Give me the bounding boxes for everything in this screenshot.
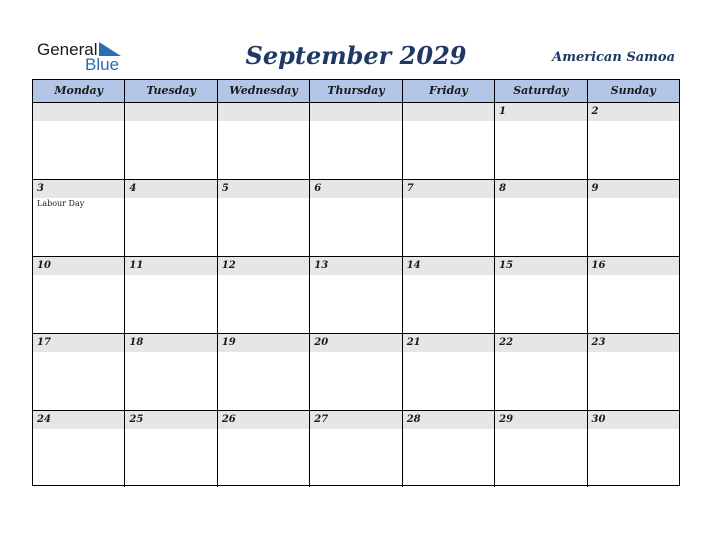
day-number-band [310,257,401,275]
day-number: 5 [221,183,229,194]
day-number: 10 [37,260,51,271]
day-cell[interactable] [33,411,125,487]
day-cell[interactable] [403,180,495,256]
day-cell[interactable] [588,257,679,333]
holiday-label: Labour Day [37,199,85,208]
weekday-wednesday: Wednesday [218,80,310,102]
day-number-band [588,103,679,121]
day-cell[interactable] [310,257,402,333]
day-cell[interactable] [403,411,495,487]
day-cell[interactable] [588,411,679,487]
calendar-grid [32,79,680,486]
day-number: 13 [314,260,329,271]
day-number-band [403,411,494,429]
day-number: 22 [499,337,514,348]
day-cell[interactable] [588,334,679,410]
day-number-band [495,180,586,198]
day-number: 12 [221,260,236,271]
region-label: American Samoa [552,50,675,65]
week-row [33,180,679,257]
weekday-thursday: Thursday [310,80,402,102]
day-number-band [125,334,216,352]
day-cell[interactable] [125,257,217,333]
calendar-title: September 2029 [245,41,467,70]
day-number: 27 [314,414,329,425]
day-number: 6 [314,183,322,194]
day-number-band [218,334,309,352]
day-number: 1 [499,106,507,117]
logo-text-general: General [37,40,98,59]
day-cell[interactable] [495,334,587,410]
day-cell[interactable] [403,334,495,410]
day-number: 16 [591,260,606,271]
day-number-band [218,103,309,121]
day-number-band [588,257,679,275]
day-cell[interactable] [588,180,679,256]
week-row [33,334,679,411]
day-number: 30 [591,414,606,425]
day-number: 11 [129,260,144,271]
day-number: 2 [591,106,599,117]
day-number-band [310,411,401,429]
day-number-band [495,334,586,352]
day-number-band [403,103,494,121]
day-number-band [218,180,309,198]
day-number: 20 [314,337,329,348]
day-number: 9 [591,183,599,194]
day-cell[interactable] [125,180,217,256]
general-blue-logo [37,40,137,74]
day-number: 3 [37,183,44,194]
day-number: 25 [129,414,144,425]
day-cell[interactable] [218,257,310,333]
day-cell[interactable] [495,411,587,487]
day-number-band [495,411,586,429]
weekday-sunday: Sunday [610,84,656,97]
day-cell[interactable] [588,103,679,179]
day-number-band [588,180,679,198]
day-number: 8 [499,183,507,194]
day-cell[interactable] [403,257,495,333]
day-number-band [125,411,216,429]
day-cell[interactable] [310,180,402,256]
day-number: 15 [499,260,514,271]
day-number-band [218,411,309,429]
day-cell[interactable] [495,257,587,333]
day-cell[interactable] [218,334,310,410]
day-cell[interactable] [33,334,125,410]
weekday-monday: Monday [33,80,125,102]
day-cell[interactable] [310,411,402,487]
day-number-band [33,180,124,198]
day-number: 17 [37,337,51,348]
weekday-header-row [33,80,679,103]
week-row [33,257,679,334]
day-number: 14 [406,260,421,271]
day-cell[interactable] [125,334,217,410]
day-number-band [125,257,216,275]
day-number-band [495,257,586,275]
day-number-band [33,257,124,275]
day-number: 4 [129,183,137,194]
day-cell[interactable] [33,180,125,256]
logo-triangle-icon [99,42,121,56]
day-cell[interactable] [33,257,125,333]
day-number-band [403,334,494,352]
day-cell[interactable] [218,180,310,256]
day-number-band [125,103,216,121]
day-cell[interactable] [125,103,217,179]
weekday-friday: Friday [403,80,495,102]
day-cell[interactable] [310,334,402,410]
day-cell[interactable] [310,103,402,179]
day-number-band [403,180,494,198]
day-cell[interactable] [218,103,310,179]
day-cell[interactable] [33,103,125,179]
day-cell[interactable] [495,103,587,179]
day-cell[interactable] [403,103,495,179]
day-number-band [33,411,124,429]
week-row [33,103,679,180]
day-number: 23 [591,337,606,348]
day-number: 7 [406,183,414,194]
logo-text-blue: Blue [85,55,120,74]
week-row [33,411,679,487]
day-cell[interactable] [125,411,217,487]
day-number: 21 [406,337,421,348]
day-number: 19 [221,337,236,348]
day-number-band [33,103,124,121]
day-number-band [495,103,586,121]
day-number-band [310,180,401,198]
day-number: 26 [221,414,236,425]
day-number-band [403,257,494,275]
day-cell[interactable] [495,180,587,256]
day-number: 24 [37,414,51,425]
day-number-band [218,257,309,275]
day-number-band [588,334,679,352]
day-cell[interactable] [218,411,310,487]
day-number: 29 [499,414,514,425]
day-number-band [125,180,216,198]
day-number-band [310,103,401,121]
day-number: 18 [129,337,144,348]
weekday-tuesday: Tuesday [125,80,217,102]
weekday-saturday: Saturday [495,80,587,102]
day-number: 28 [406,414,421,425]
day-number-band [33,334,124,352]
day-number-band [310,334,401,352]
day-number-band [588,411,679,429]
